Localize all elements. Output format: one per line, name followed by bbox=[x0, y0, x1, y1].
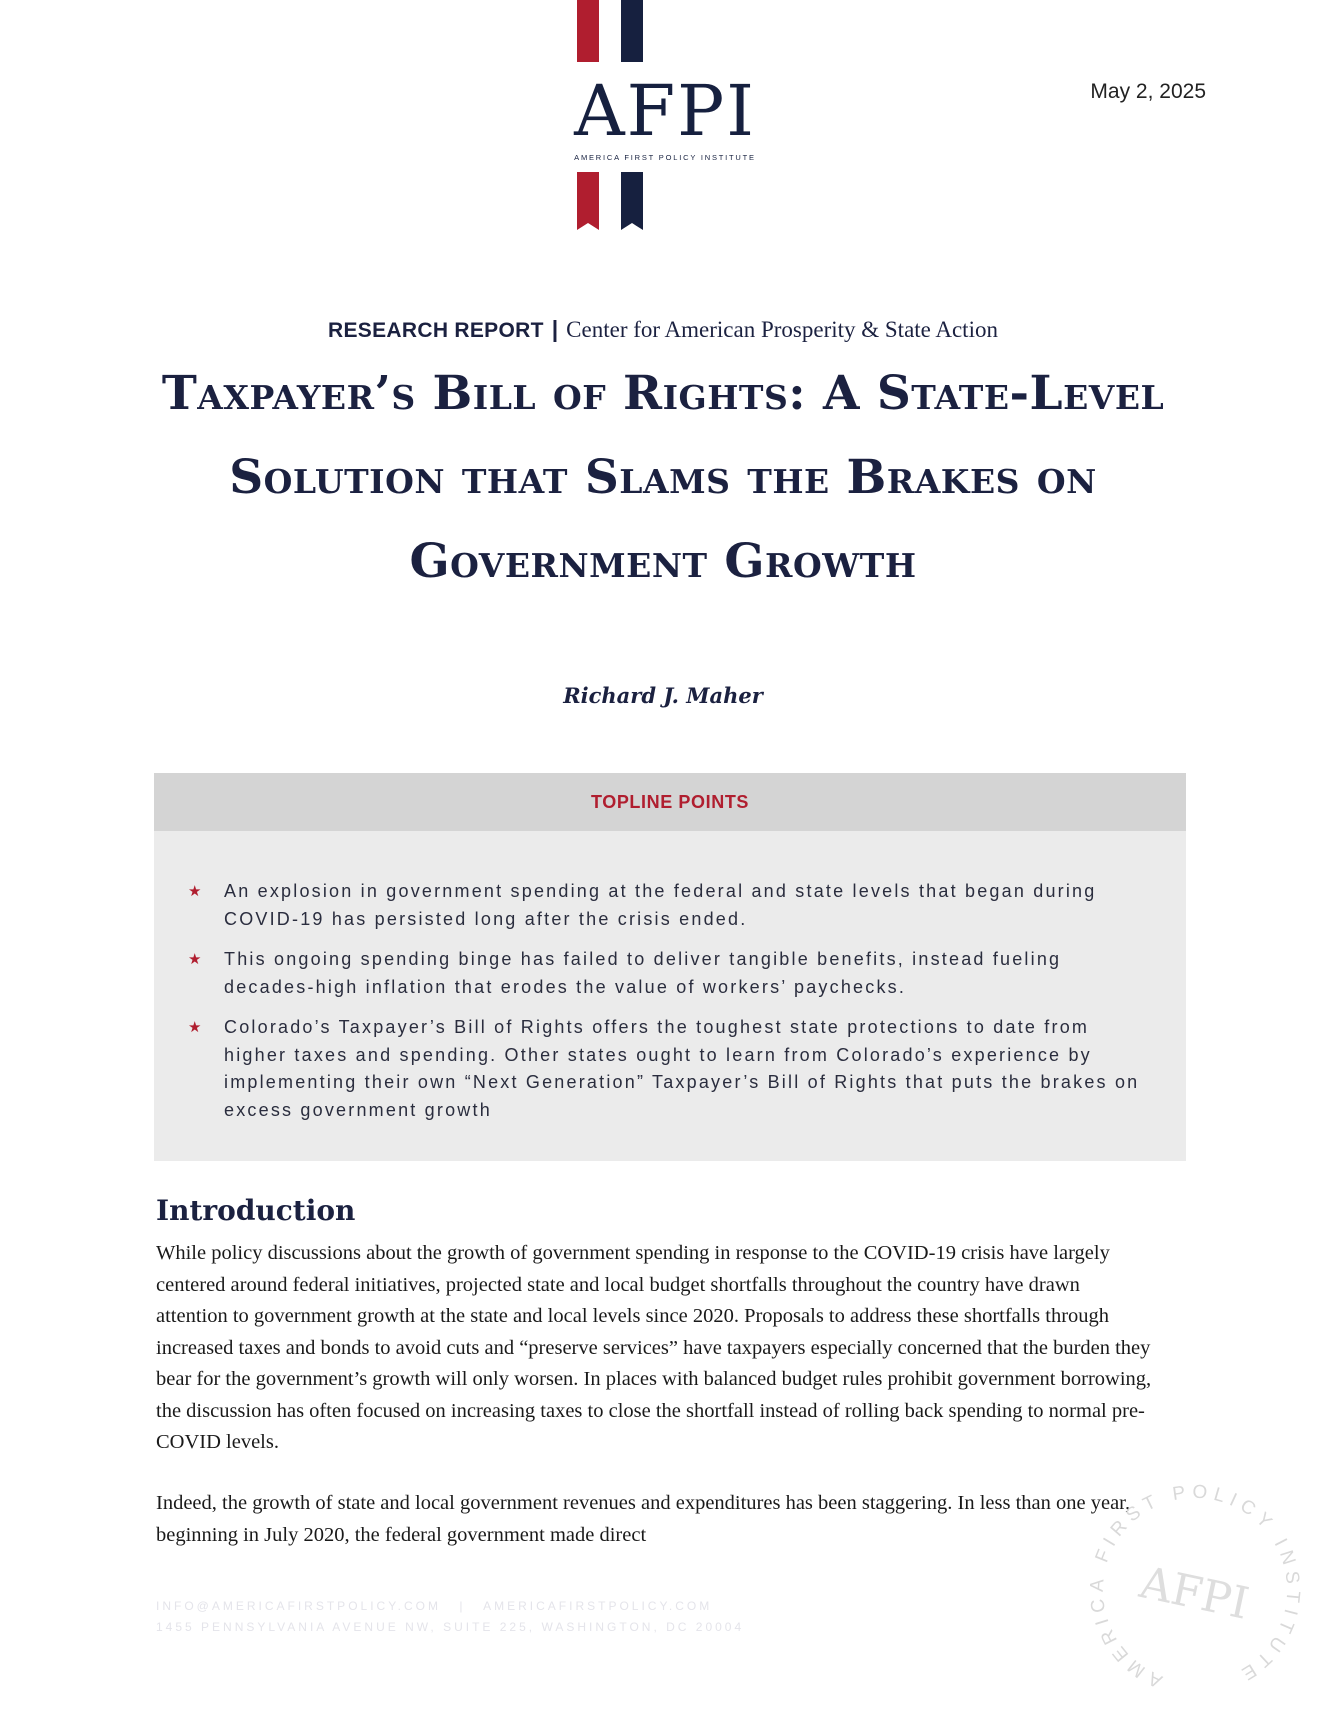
intro-heading: Introduction bbox=[156, 1194, 356, 1227]
topline-point-text: Colorado’s Taxpayer’s Bill of Rights offers the toughest state protections to date from higher taxes and spending. Other states ought to learn from Colorado’s experience by implementing their own “Next Generation” Taxpayer’s Bill of Rights that puts the brakes on excess government growth bbox=[224, 1017, 1140, 1120]
topline-box bbox=[154, 773, 1186, 1161]
logo-subtitle: AMERICA FIRST POLICY INSTITUTE bbox=[555, 153, 775, 162]
footer-website[interactable]: AMERICAFIRSTPOLICY.COM bbox=[483, 1599, 713, 1613]
topline-point bbox=[188, 946, 1158, 1001]
author: Richard J. Maher bbox=[563, 683, 763, 708]
logo-wordmark: AFPI bbox=[574, 70, 756, 152]
topline-point bbox=[188, 878, 1158, 933]
footer-email[interactable]: INFO@AMERICAFIRSTPOLICY.COM bbox=[156, 1599, 441, 1613]
document-title: Taxpayer’s Bill of Rights: A State-Level Solution that Slams the Brakes on Government Growth bbox=[161, 366, 1165, 589]
topline-list bbox=[188, 878, 1158, 1137]
topline-point-text: An explosion in government spending at the federal and state levels that began during COVID-19 has persisted long after the crisis ended. bbox=[224, 881, 1097, 929]
topline-point bbox=[188, 1014, 1158, 1124]
logo-stripe-navy-bottom bbox=[621, 172, 643, 230]
star-icon: ★ bbox=[188, 883, 202, 900]
topline-heading: TOPLINE POINTS bbox=[154, 773, 1186, 831]
star-icon: ★ bbox=[188, 1019, 202, 1036]
report-center: Center for American Prosperity & State Action bbox=[566, 317, 998, 342]
footer-address: 1455 PENNSYLVANIA AVENUE NW, SUITE 225, WASHINGTON, DC 20004 bbox=[156, 1620, 745, 1634]
report-date: May 2, 2025 bbox=[1090, 80, 1206, 103]
afpi-logo bbox=[555, 0, 775, 235]
footer bbox=[156, 1596, 744, 1638]
logo-stripe-red-bottom bbox=[577, 172, 599, 230]
report-type: RESEARCH REPORT bbox=[328, 319, 544, 342]
intro-paragraph: While policy discussions about the growth of government spending in response to the COVID-19 crisis have largely centered around federal initiatives, projected state and local budget shortfalls throughout the country have drawn attention to government growth at the state and local levels since 2020. Proposals to address these shortfalls through increased taxes and bonds to avoid cuts and “preserve services” have taxpayers especially concerned that the burden they bear for the government’s growth will only worsen. In places with balanced budget rules prohibit government borrowing, the discussion has often focused on increasing taxes to close the shortfall instead of rolling back spending to normal pre-COVID levels. bbox=[156, 1242, 1152, 1453]
seal-ring-text: AMERICA FIRST POLICY INSTITUTE bbox=[1086, 1481, 1304, 1692]
intro-paragraph: Indeed, the growth of state and local government revenues and expenditures has been staggering. In less than one year, beginning in July 2020, the federal government made direct bbox=[156, 1492, 1131, 1546]
topline-point-text: This ongoing spending binge has failed to deliver tangible benefits, instead fueling decades-high inflation that erodes the value of workers’ paychecks. bbox=[224, 949, 1062, 997]
star-icon: ★ bbox=[188, 951, 202, 968]
logo-stripe-navy-top bbox=[621, 0, 643, 62]
seal-center-text: AFPI bbox=[1135, 1557, 1254, 1630]
afpi-seal-watermark bbox=[1075, 1470, 1315, 1710]
logo-stripe-red-top bbox=[577, 0, 599, 62]
report-separator: | bbox=[551, 316, 559, 342]
report-line bbox=[0, 316, 1326, 343]
footer-separator: | bbox=[459, 1599, 466, 1613]
